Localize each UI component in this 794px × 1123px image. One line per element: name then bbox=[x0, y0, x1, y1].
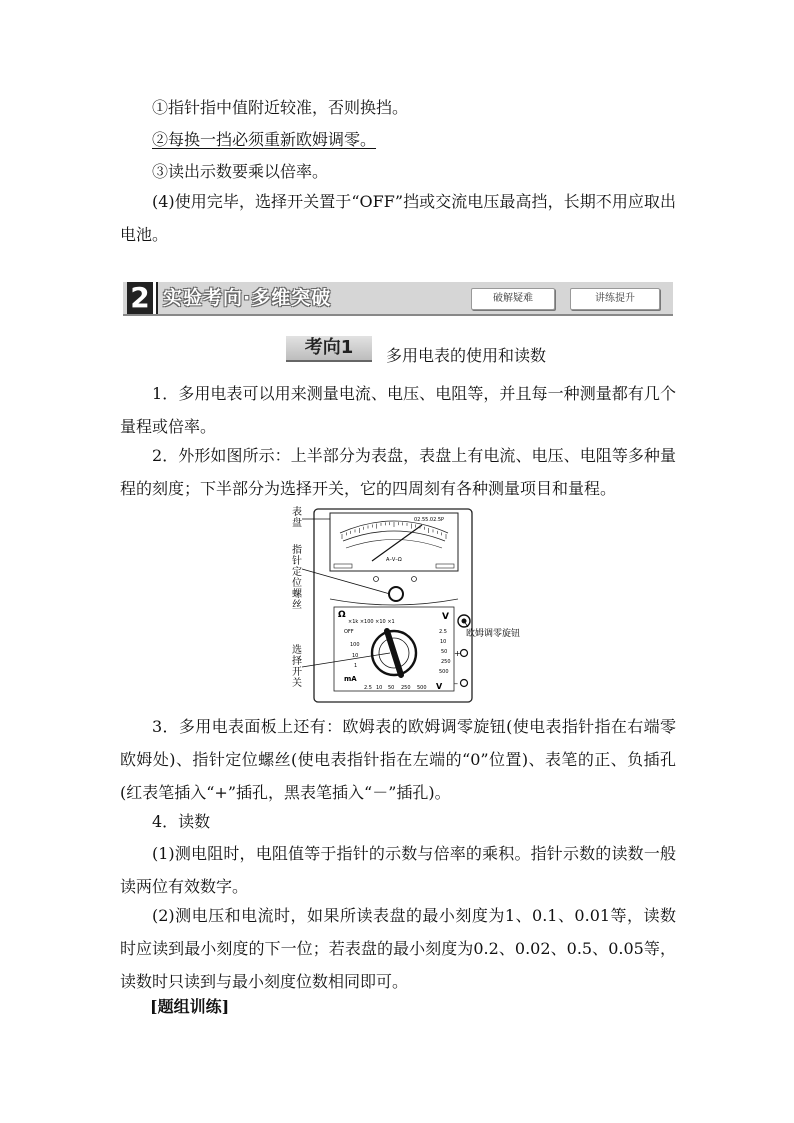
bottom-range-1: 2.5 bbox=[364, 685, 372, 691]
section-number: 2 bbox=[127, 282, 156, 314]
intro-line-3: ③读出示数要乘以倍率。 bbox=[152, 162, 329, 181]
paragraph-1: 1．多用电表可以用来测量电流、电压、电阻等，并且每一种测量都有几个量程或倍率。 bbox=[120, 384, 676, 436]
label-dial-1: 表 bbox=[292, 507, 302, 518]
difficulty-button[interactable]: 破解疑难 bbox=[471, 288, 555, 310]
lblScrew-char: 丝 bbox=[292, 600, 302, 611]
left-range-2: 10 bbox=[352, 653, 359, 659]
label-dial-2: 盘 bbox=[292, 518, 302, 529]
right-range-4: 250 bbox=[441, 659, 451, 665]
intro-line-2 bbox=[120, 123, 676, 156]
lblSwitch-char: 关 bbox=[292, 678, 302, 689]
right-range-3: 50 bbox=[441, 649, 448, 655]
lblSwitch-char: 选 bbox=[292, 645, 302, 656]
volt-symbol: V bbox=[442, 612, 449, 622]
practice-button[interactable]: 讲练提升 bbox=[570, 288, 660, 310]
plus-jack[interactable] bbox=[461, 650, 468, 657]
ma-symbol: mA bbox=[344, 675, 357, 683]
paragraph-3: 3．多用电表面板上还有：欧姆表的欧姆调零旋钮(使电表指针指在右端零欧姆处)、指针定位螺丝(使电表指针指在左端的“0”位置)、表笔的正、负插孔(红表笔插入“+”插孔，黑表笔插入“－”插孔)。 bbox=[120, 717, 676, 802]
bottom-range-5: 500 bbox=[417, 685, 427, 691]
right-range-1: 2.5 bbox=[439, 629, 447, 635]
lblSwitch-char: 择 bbox=[292, 656, 302, 667]
paragraph-2: 2．外形如图所示：上半部分为表盘，表盘上有电流、电压、电阻等多种量程的刻度；下半部分为选择开关，它的四周刻有各种测量项目和量程。 bbox=[120, 446, 676, 498]
lblScrew-char: 针 bbox=[292, 556, 302, 567]
topic-tag: 考向1 bbox=[286, 336, 372, 362]
ohm-ranges: ×1k ×100 ×10 ×1 bbox=[348, 619, 395, 625]
lblScrew-char: 螺 bbox=[292, 589, 302, 600]
bottom-range-4: 250 bbox=[401, 685, 411, 691]
section-title: 实验考向·多维突破 bbox=[163, 287, 332, 309]
bottom-range-2: 10 bbox=[376, 685, 383, 691]
bottom-range-3: 50 bbox=[388, 685, 395, 691]
right-range-5: 500 bbox=[439, 669, 449, 675]
lblScrew-char: 定 bbox=[292, 567, 302, 578]
right-range-2: 10 bbox=[440, 639, 447, 645]
scale-caption: A–V–Ω bbox=[386, 557, 402, 563]
knob-label: 欧姆调零旋钮 bbox=[466, 629, 521, 639]
zero-adjust-screw[interactable] bbox=[389, 587, 403, 601]
section-banner bbox=[123, 282, 673, 316]
minus-label: – bbox=[454, 679, 458, 688]
paragraph-4: 4．读数 bbox=[152, 812, 211, 831]
intro-line-4: (4)使用完毕，选择开关置于“OFF”挡或交流电压最高挡，长期不用应取出电池。 bbox=[120, 192, 676, 244]
label-switch bbox=[292, 643, 302, 689]
label-screw bbox=[292, 543, 303, 611]
lblScrew-char: 指 bbox=[292, 545, 302, 556]
paragraph-5: (1)测电阻时，电阻值等于指针的示数与倍率的乘积。指针示数的读数一般读两位有效数字。 bbox=[120, 844, 676, 896]
multimeter-figure bbox=[286, 503, 546, 709]
left-range-1: 100 bbox=[350, 642, 360, 648]
multimeter-illustration bbox=[286, 503, 546, 705]
intro-line-1: ①指针指中值附近较准，否则换挡。 bbox=[152, 98, 409, 117]
off-label: OFF bbox=[344, 629, 354, 635]
lblSwitch-char: 开 bbox=[292, 667, 302, 678]
model-label: 02.55.02.5P bbox=[414, 517, 445, 523]
paragraph-6: (2)测电压和电流时，如果所读表盘的最小刻度为1、0.1、0.01等，读数时应读到最小刻度的下一位；若表盘的最小刻度为0.2、0.02、0.5、0.05等，读数时只读到与最小刻度位数相同即可。 bbox=[120, 906, 676, 991]
exercise-group-label: [题组训练] bbox=[150, 997, 230, 1016]
intro-line-2-text: ②每换一挡必须重新欧姆调零。 bbox=[152, 130, 377, 149]
volt-symbol-bottom: V bbox=[436, 682, 443, 691]
topic-title: 多用电表的使用和读数 bbox=[386, 346, 547, 365]
ohm-symbol: Ω bbox=[338, 610, 346, 620]
plus-label: + bbox=[454, 649, 461, 658]
lblScrew-char: 位 bbox=[292, 578, 302, 589]
left-range-3: 1 bbox=[354, 663, 358, 669]
minus-jack[interactable] bbox=[461, 680, 468, 687]
